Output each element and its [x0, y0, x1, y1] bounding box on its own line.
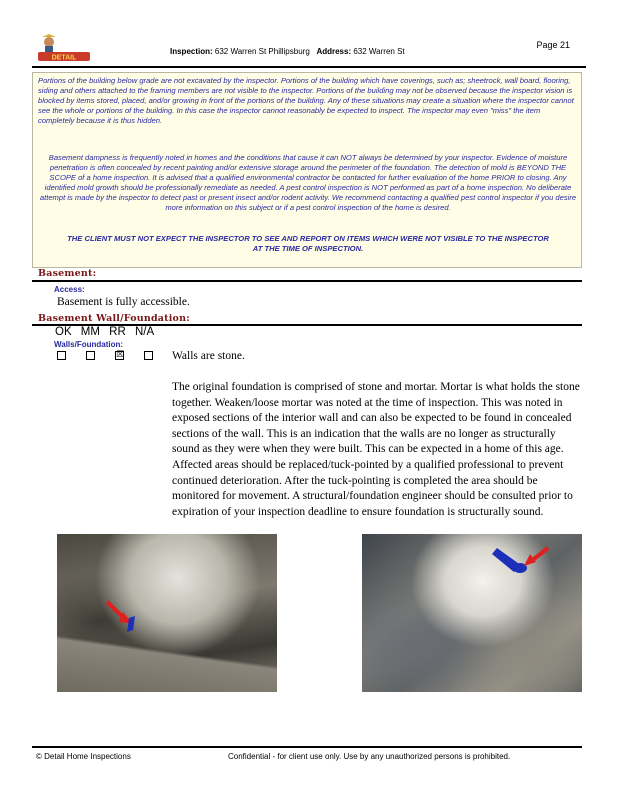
disclaimer-client-warning: THE CLIENT MUST NOT EXPECT THE INSPECTOR TO SEE AND REPORT ON ITEMS WHICH WERE NOT VISIBLE TO THE INSPECTOR AT THE TIME OF INSPECTION. [67, 234, 549, 253]
inspection-value: 632 Warren St Phillipsburg [214, 47, 310, 56]
rating-checkboxes [57, 351, 153, 360]
header-line [170, 47, 405, 56]
header-divider [32, 66, 586, 68]
footer-divider [32, 746, 582, 748]
foundation-comment-paragraph: The original foundation is comprised of stone and mortar. Mortar is what holds the stone together. Weaken/loose mortar was noted at the time of inspection. This was noted in exposed sections of the interior wall and can also be expected to be found in concealed sections of the wall. This is an indication that the walls are no longer as structurally sound as they were when they were built. This can be expected in a home of this age. Affected areas should be replaced/tuck-pointed by a qualified professional to prevent continued deterioration. After the tuck-pointing is completed the area should be monitored for movement. A structural/foundation engineer should be consulted prior to expiration of your inspection deadline to ensure foundation is structurally sound. [172, 381, 580, 518]
red-arrowhead-icon [524, 554, 536, 566]
checkbox-rr[interactable]: ☒ [116, 350, 125, 360]
footer-confidential: Confidential - for client use only. Use by any unauthorized persons is prohibited. [228, 752, 511, 761]
disclaimer-box [32, 72, 582, 268]
rating-columns-header: OK MM RR N/A [55, 326, 155, 338]
footer-copyright: © Detail Home Inspections [36, 752, 131, 761]
foundation-photo-1 [57, 534, 277, 692]
access-text: Basement is fully accessible. [57, 296, 190, 308]
checkbox-ok[interactable] [57, 351, 66, 360]
checkbox-na[interactable] [144, 351, 153, 360]
disclaimer-visibility-text: Portions of the building below grade are not excavated by the inspector. Portions of the building which have coverings, such as; sheetrock, wall board, flooring, siding and others attached to the framing members are not visible to the inspector. Portions of the building may not be observed because the inspector vision is blocked by items stored, placed, and/or growing in front of the portions of the building. Any of these situations may create a situation where the inspector cannot see the whole or portions of the building. In this case the inspector cannot reasonably be expected to inspect. The inspector may even "miss" the item completely because it is thus hidden. [38, 76, 574, 125]
disclaimer-dampness-text: Basement dampness is frequently noted in homes and the conditions that cause it can NOT always be determined by your inspector. Evidence of moisture penetration is often concealed by recent painting and/or extensive storage around the perimeter of the foundation. The detection of mold is BEYOND THE SCOPE of a home inspection. It is advised that a qualified environmental contractor be contacted for further evaluation of the home PRIOR to closing. Any identified mold growth should be professionally remediate as needed. A pest control inspection is NOT performed as part of a home inspection. No deliberate attempt is made by the inspector to detect past or present insect and/or rodent activity. We recommend contacting a qualified pest control inspector if you desire more information on this subject or if a pest control inspection of the home is desired. [39, 153, 577, 212]
walls-type-text: Walls are stone. [172, 350, 245, 362]
address-value: 632 Warren St [353, 47, 405, 56]
logo-text: DETAIL [51, 54, 77, 62]
checkbox-mm[interactable] [86, 351, 95, 360]
inspection-label: Inspection: [170, 47, 213, 56]
access-label: Access: [54, 285, 85, 294]
page-number: Page 21 [536, 40, 570, 50]
wall-foundation-section-title: Basement Wall/Foundation: [38, 313, 190, 324]
company-logo [36, 34, 92, 64]
walls-foundation-label: Walls/Foundation: [54, 340, 124, 349]
basement-section-divider [32, 280, 582, 282]
foundation-photo-2 [362, 534, 582, 692]
basement-section-title: Basement: [38, 268, 97, 279]
address-label: Address: [316, 47, 352, 56]
